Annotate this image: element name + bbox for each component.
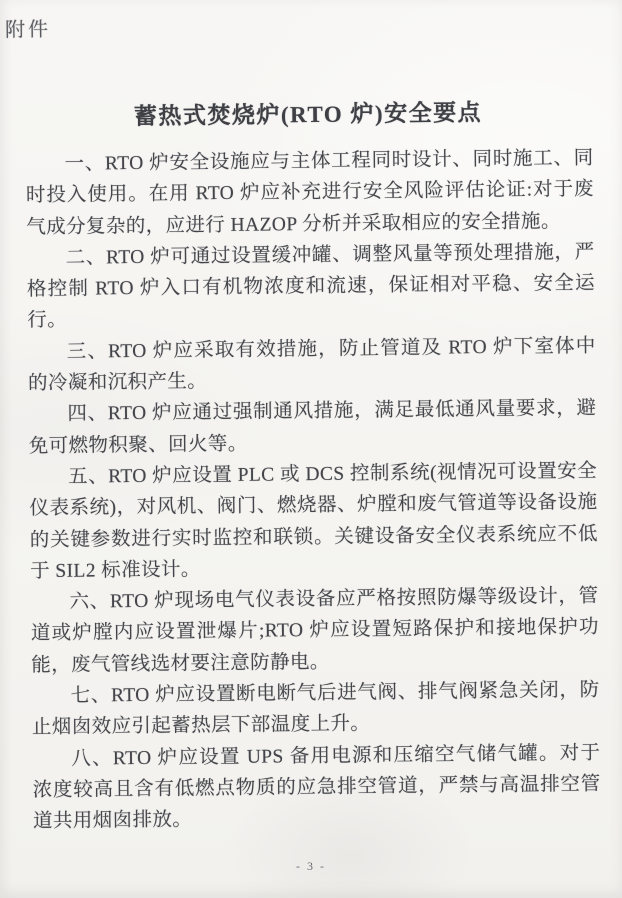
document-body xyxy=(0,142,622,838)
paragraph-7: 七、RTO 炉应设置断电断气后进气阀、排气阀紧急关闭，防止烟囱效应引起蓄热层下部温度上升。 xyxy=(31,679,600,739)
paragraph-5: 五、RTO 炉应设置 PLC 或 DCS 控制系统(视情况可设置安全仪表系统)，对风机、阀门、燃烧器、炉膛和废气管道等设备设施的关键参数进行实时监控和联锁。关键设备安全仪表系统应不低于 SIL2 标准设计。 xyxy=(29,460,598,583)
page-number: - 3 - xyxy=(296,859,326,873)
paragraph-4: 四、RTO 炉应通过强制通风措施，满足最低通风量要求，避免可燃物积聚、回火等。 xyxy=(28,398,597,457)
paragraph-3: 三、RTO 炉应采取有效措施，防止管道及 RTO 炉下室体中的冷凝和沉积产生。 xyxy=(27,335,596,395)
attachment-label: 附件 xyxy=(4,18,52,42)
paragraph-6: 六、RTO 炉现场电气仪表设备应严格按照防爆等级设计，管道或炉膛内应设置泄爆片;RTO 炉应设置短路保护和接地保护功能，废气管线选材要注意防静电。 xyxy=(30,585,599,676)
document-title: 蓄热式焚烧炉(RTO 炉)安全要点 xyxy=(133,100,483,129)
paragraph-1: 一、RTO 炉安全设施应与主体工程同时设计、同时施工、同时投入使用。在用 RTO 炉应补充进行安全风险评估论证:对于废气成分复杂的，应进行 HAZOP 分析并采取相应的安全措施。 xyxy=(25,147,595,238)
paragraph-8: 八、RTO 炉应设置 UPS 备用电源和压缩空气储气罐。对于浓度较高且含有低燃点物质的应急排空管道，严禁与高温排空管道共用烟囱排放。 xyxy=(32,742,601,833)
paragraph-2: 二、RTO 炉可通过设置缓冲罐、调整风量等预处理措施，严格控制 RTO 炉入口有机物浓度和流速，保证相对平稳、安全运行。 xyxy=(26,241,596,332)
